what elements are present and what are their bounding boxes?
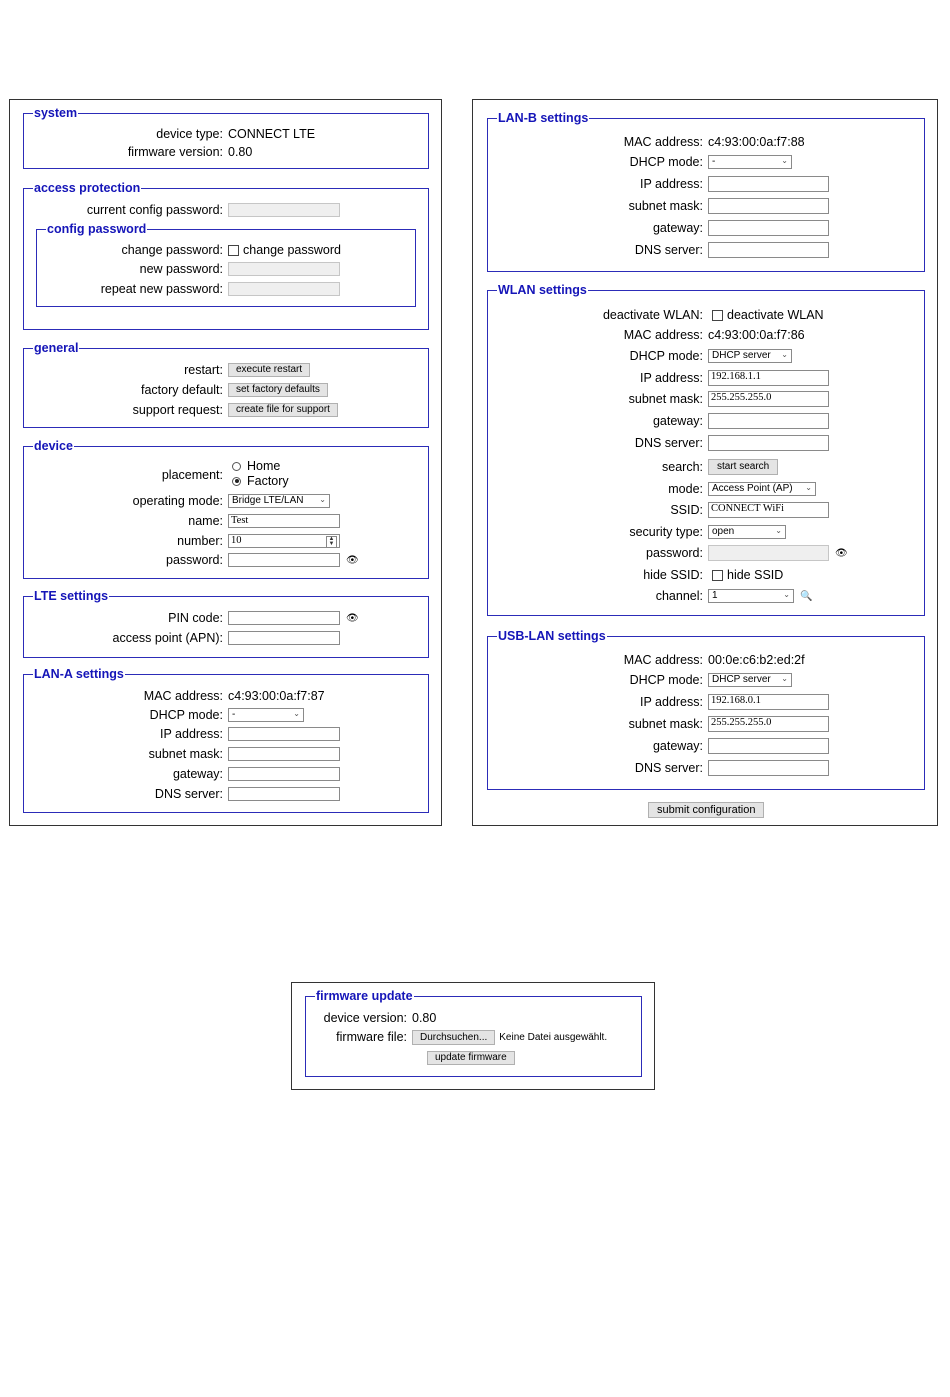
placement-row [23, 465, 223, 485]
lan-a-mask-input[interactable] [228, 747, 340, 761]
deactivate-wlan-checkbox-label: deactivate WLAN [727, 308, 824, 322]
lan-a-dhcp-label: DHCP mode: [149, 708, 223, 722]
lan-b-mask-label: subnet mask: [628, 199, 703, 213]
lan-a-dns-row [23, 784, 340, 804]
lte-settings-legend: LTE settings [34, 589, 109, 603]
lan-b-ip-input[interactable] [708, 176, 829, 192]
usb-mac-label: MAC address: [623, 653, 703, 667]
wlan-security-select[interactable] [708, 525, 786, 539]
deactivate-wlan-checkbox[interactable] [712, 310, 723, 321]
operating-mode-value: Bridge LTE/LAN [232, 495, 304, 506]
operating-mode-label: operating mode: [132, 494, 223, 508]
chevron-down-icon: ⌄ [783, 590, 790, 599]
apn-label: access point (APN): [112, 631, 223, 645]
apn-input[interactable] [228, 631, 340, 645]
deactivate-wlan-label: deactivate WLAN: [602, 308, 703, 322]
usb-gateway-row [487, 736, 829, 756]
wlan-mask-row [487, 389, 829, 409]
no-file-selected-text: Keine Datei ausgewählt. [499, 1031, 608, 1043]
firmware-update-legend: firmware update [316, 989, 413, 1003]
lan-b-dns-label: DNS server: [634, 243, 703, 257]
device-version-label: device version: [323, 1011, 407, 1025]
eye-icon[interactable]: 👁 [346, 612, 359, 624]
device-type-value: CONNECT LTE [228, 127, 316, 141]
update-firmware-button[interactable]: update firmware [427, 1051, 515, 1065]
support-request-row [23, 400, 338, 420]
wlan-mac-label: MAC address: [623, 328, 703, 342]
repeat-password-input[interactable] [228, 282, 340, 296]
operating-mode-row [23, 491, 330, 511]
usb-gateway-input[interactable] [708, 738, 829, 754]
lan-b-dhcp-value: - [712, 156, 716, 167]
set-factory-defaults-button[interactable]: set factory defaults [228, 383, 328, 397]
lan-a-settings-legend: LAN-A settings [34, 667, 124, 681]
wlan-ssid-input[interactable]: CONNECT WiFi [708, 502, 829, 518]
name-label: name: [188, 514, 223, 528]
usb-mac-row [487, 650, 805, 670]
new-password-row [23, 259, 340, 279]
placement-factory-radio[interactable] [232, 477, 241, 486]
new-password-label: new password: [139, 262, 223, 276]
lan-a-gateway-row [23, 764, 340, 784]
usb-ip-input[interactable]: 192.168.0.1 [708, 694, 829, 710]
placement-label: placement: [161, 468, 223, 482]
firmware-version-row [23, 142, 252, 162]
device-password-label: password: [166, 553, 223, 567]
wlan-gateway-label: gateway: [652, 414, 703, 428]
config-password-legend: config password [47, 222, 147, 236]
wlan-search-row [487, 457, 778, 477]
lan-b-dhcp-select[interactable] [708, 155, 792, 169]
device-password-input[interactable] [228, 553, 340, 567]
wlan-channel-value: 1 [712, 590, 718, 601]
firmware-update-panel [291, 982, 655, 1090]
current-password-row [23, 200, 340, 220]
lan-b-settings-legend: LAN-B settings [498, 111, 589, 125]
lan-a-mac-row [23, 686, 325, 706]
wlan-dns-label: DNS server: [634, 436, 703, 450]
wlan-gateway-row [487, 411, 829, 431]
lan-a-dhcp-row [23, 705, 304, 725]
device-password-row [23, 550, 359, 570]
wlan-gateway-input[interactable] [708, 413, 829, 429]
lan-b-mask-row [487, 196, 829, 216]
wlan-search-label: search: [662, 460, 703, 474]
hide-ssid-row [487, 565, 783, 585]
wlan-password-input[interactable] [708, 545, 829, 561]
wlan-security-label: security type: [629, 525, 703, 539]
access-protection-legend: access protection [34, 181, 141, 195]
left-settings-panel [9, 99, 442, 826]
device-version-row [305, 1008, 436, 1028]
system-legend: system [34, 106, 78, 120]
browse-file-button[interactable]: Durchsuchen... [412, 1030, 495, 1045]
lan-b-mac-value: c4:93:00:0a:f7:88 [708, 135, 805, 149]
submit-configuration-button[interactable]: submit configuration [648, 802, 764, 818]
lan-b-dns-row [487, 240, 829, 260]
right-settings-panel [472, 99, 938, 826]
lan-a-mask-label: subnet mask: [148, 747, 223, 761]
lan-b-gateway-row [487, 218, 829, 238]
wlan-settings-legend: WLAN settings [498, 283, 587, 297]
current-password-label: current config password: [86, 203, 223, 217]
chevron-down-icon: ⌄ [781, 674, 788, 683]
change-password-label: change password: [121, 243, 223, 257]
lan-b-ip-label: IP address: [639, 177, 703, 191]
operating-mode-select[interactable] [228, 494, 330, 508]
lan-b-mask-input[interactable] [708, 198, 829, 214]
number-input[interactable] [228, 534, 340, 548]
restart-row [23, 360, 310, 380]
wlan-password-label: password: [646, 546, 703, 560]
lan-a-gateway-input[interactable] [228, 767, 340, 781]
usb-gateway-label: gateway: [652, 739, 703, 753]
repeat-password-row [23, 279, 340, 299]
firmware-version-label: firmware version: [127, 145, 223, 159]
usb-mask-input[interactable]: 255.255.255.0 [708, 716, 829, 732]
update-firmware-row [422, 1048, 515, 1068]
usb-dns-input[interactable] [708, 760, 829, 776]
wlan-mask-label: subnet mask: [628, 392, 703, 406]
start-search-button[interactable]: start search [708, 459, 778, 475]
wlan-mode-value: Access Point (AP) [712, 483, 793, 494]
pin-code-input[interactable] [228, 611, 340, 625]
firmware-version-value: 0.80 [228, 145, 253, 159]
device-type-row [23, 124, 315, 144]
lan-a-dns-label: DNS server: [154, 787, 223, 801]
eye-icon[interactable]: 👁 [835, 547, 848, 559]
lan-a-mac-value: c4:93:00:0a:f7:87 [228, 689, 325, 703]
new-password-input[interactable] [228, 262, 340, 276]
wlan-dns-row [487, 433, 829, 453]
device-legend: device [34, 439, 73, 453]
name-input[interactable]: Test [228, 514, 340, 528]
wlan-dhcp-label: DHCP mode: [629, 349, 703, 363]
number-row [23, 531, 340, 551]
chevron-down-icon: ⌄ [293, 709, 300, 718]
lan-b-dhcp-row [487, 152, 792, 172]
general-legend: general [34, 341, 79, 355]
restart-label: restart: [184, 363, 223, 377]
usb-mask-label: subnet mask: [628, 717, 703, 731]
lan-a-dhcp-select[interactable] [228, 708, 304, 722]
factory-default-row [23, 380, 328, 400]
chevron-down-icon: ⌄ [775, 526, 782, 535]
number-label: number: [177, 534, 223, 548]
chevron-down-icon: ⌄ [805, 483, 812, 492]
usb-ip-label: IP address: [639, 695, 703, 709]
usb-ip-row [487, 692, 829, 712]
chevron-down-icon: ⌄ [781, 350, 788, 359]
pin-code-label: PIN code: [168, 611, 223, 625]
execute-restart-button[interactable]: execute restart [228, 363, 310, 377]
apn-row [23, 628, 340, 648]
pin-code-row [23, 608, 359, 628]
lan-b-gateway-label: gateway: [652, 221, 703, 235]
wlan-ip-input[interactable]: 192.168.1.1 [708, 370, 829, 386]
wlan-mac-value: c4:93:00:0a:f7:86 [708, 328, 805, 342]
wlan-dhcp-select[interactable] [708, 349, 792, 363]
eye-icon[interactable]: 👁 [346, 554, 359, 566]
number-value: 10 [231, 535, 242, 546]
placement-factory-label: Factory [247, 474, 289, 488]
chevron-down-icon: ⌄ [781, 156, 788, 165]
lan-b-dhcp-label: DHCP mode: [629, 155, 703, 169]
name-row [23, 511, 340, 531]
lan-b-dns-input[interactable] [708, 242, 829, 258]
repeat-password-label: repeat new password: [100, 282, 223, 296]
lan-a-dhcp-value: - [232, 709, 236, 720]
lan-a-ip-label: IP address: [159, 727, 223, 741]
lan-b-ip-row [487, 174, 829, 194]
change-password-row [23, 240, 341, 260]
placement-home-label: Home [247, 459, 281, 473]
lan-b-gateway-input[interactable] [708, 220, 829, 236]
factory-default-label: factory default: [141, 383, 223, 397]
lan-a-mask-row [23, 744, 340, 764]
lan-b-mac-row [487, 132, 805, 152]
firmware-file-row [305, 1027, 607, 1047]
usb-lan-settings-legend: USB-LAN settings [498, 629, 606, 643]
wlan-password-row [487, 543, 848, 563]
wlan-dhcp-value: DHCP server [712, 350, 771, 361]
current-password-input[interactable] [228, 203, 340, 217]
create-support-file-button[interactable]: create file for support [228, 403, 338, 417]
submit-row [643, 800, 764, 820]
usb-dhcp-value: DHCP server [712, 674, 771, 685]
device-type-label: device type: [156, 127, 223, 141]
placement-factory-option[interactable] [232, 473, 289, 489]
usb-dhcp-label: DHCP mode: [629, 673, 703, 687]
deactivate-wlan-row [487, 305, 824, 325]
hide-ssid-label: hide SSID: [643, 568, 703, 582]
usb-dhcp-select[interactable] [708, 673, 792, 687]
magnifier-icon[interactable]: 🔍 [800, 590, 813, 602]
lan-a-dns-input[interactable] [228, 787, 340, 801]
lan-a-ip-row [23, 724, 340, 744]
firmware-file-label: firmware file: [336, 1030, 407, 1044]
wlan-dhcp-row [487, 346, 792, 366]
wlan-dns-input[interactable] [708, 435, 829, 451]
wlan-ssid-label: SSID: [670, 503, 703, 517]
lan-a-mac-label: MAC address: [143, 689, 223, 703]
wlan-mask-input[interactable]: 255.255.255.0 [708, 391, 829, 407]
usb-mac-value: 00:0e:c6:b2:ed:2f [708, 653, 805, 667]
wlan-mode-label: mode: [668, 482, 703, 496]
hide-ssid-checkbox[interactable] [712, 570, 723, 581]
usb-dhcp-row [487, 670, 792, 690]
placement-home-radio[interactable] [232, 462, 241, 471]
usb-dns-row [487, 758, 829, 778]
usb-dns-label: DNS server: [634, 761, 703, 775]
support-request-label: support request: [132, 403, 223, 417]
hide-ssid-checkbox-label: hide SSID [727, 568, 784, 582]
wlan-ssid-row [487, 500, 829, 520]
wlan-channel-label: channel: [655, 589, 703, 603]
lan-b-mac-label: MAC address: [623, 135, 703, 149]
lan-a-gateway-label: gateway: [172, 767, 223, 781]
lan-a-ip-input[interactable] [228, 727, 340, 741]
wlan-mode-row [487, 479, 816, 499]
wlan-ip-label: IP address: [639, 371, 703, 385]
change-password-checkbox-label: change password [243, 243, 341, 257]
wlan-mac-row [487, 325, 805, 345]
placement-home-option[interactable] [232, 458, 280, 474]
wlan-security-row [487, 522, 786, 542]
change-password-checkbox[interactable] [228, 245, 239, 256]
wlan-ip-row [487, 368, 829, 388]
usb-mask-row [487, 714, 829, 734]
wlan-security-value: open [712, 526, 735, 537]
wlan-channel-select[interactable] [708, 589, 794, 603]
wlan-mode-select[interactable] [708, 482, 816, 496]
chevron-down-icon: ⌄ [319, 495, 326, 504]
device-version-value: 0.80 [412, 1011, 437, 1025]
spinner-icon[interactable]: ▲ ▼ [326, 536, 337, 548]
wlan-channel-row [487, 586, 812, 606]
